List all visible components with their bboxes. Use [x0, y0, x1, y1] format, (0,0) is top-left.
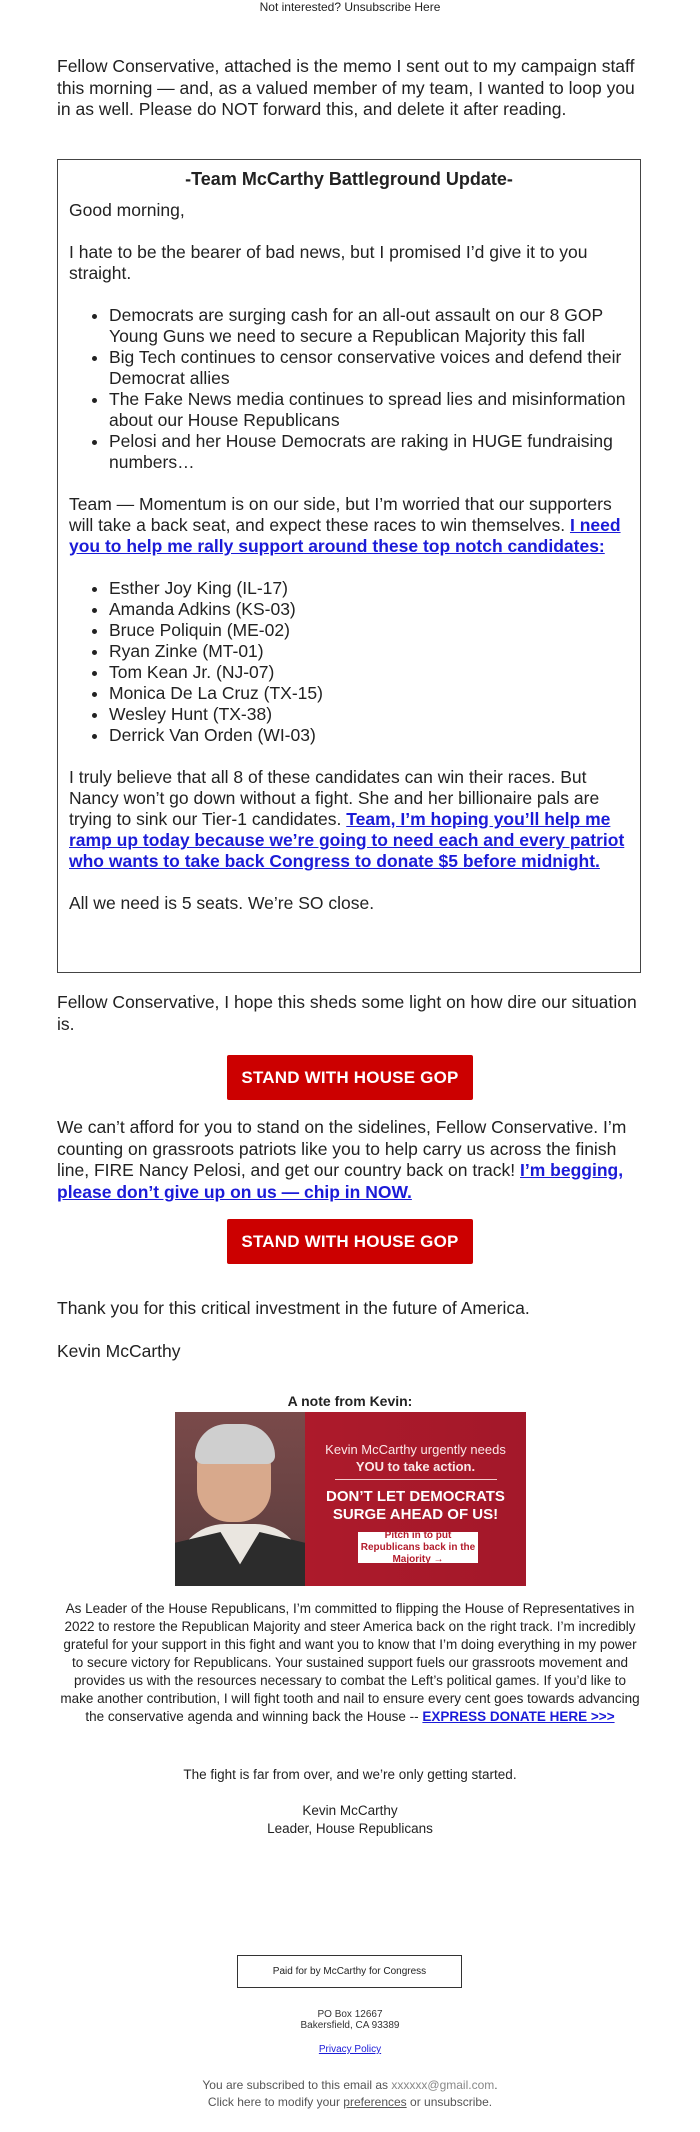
privacy-policy-container — [0, 2044, 700, 2055]
intro-text: Fellow Conservative, attached is the memo I sent out to my campaign staff this morning — and, as a valued member of my team, I wanted to loop you in as well. Please do NOT forward this, and delete it after reading. — [57, 56, 635, 119]
footer-sign-title: Leader, House Republicans — [267, 1821, 433, 1836]
modify-suffix: . — [488, 2095, 493, 2109]
candidate-item: • Amanda Adkins (KS-03) — [109, 599, 629, 620]
memo-paragraph-3 — [69, 767, 629, 872]
thanks-text: Thank you for this critical investment in the future of America. — [57, 1298, 530, 1318]
note-title: A note from Kevin: — [287, 1393, 413, 1409]
mccarthy-photo — [175, 1412, 305, 1586]
chip-in-now-link[interactable]: I’m begging, please don’t give up on us — chip in NOW. — [57, 1160, 624, 1202]
memo-title: -Team McCarthy Battleground Update- — [185, 169, 513, 189]
memo-bullet-list — [69, 305, 629, 473]
candidate-item: • Esther Joy King (IL-17) — [109, 578, 629, 599]
unsubscribe-link-top[interactable]: Not interested? Unsubscribe Here — [259, 0, 441, 14]
preferences-link[interactable]: preferences — [343, 2095, 407, 2109]
memo-paragraph-2 — [69, 494, 629, 557]
memo-paragraph-2-text: Team — Momentum is on our side, but I’m worried that our supporters will take a back seat, and expect these races to win themselves. — [69, 494, 612, 535]
banner-line-2: YOU to take action. — [355, 1459, 476, 1474]
privacy-policy-link[interactable]: Privacy Policy — [318, 2044, 382, 2055]
list-item: • The Fake News media continues to spread lies and misinformation about our House Republicans — [109, 389, 629, 431]
banner-subtitle — [305, 1441, 526, 1475]
footer-body-text: As Leader of the House Republicans, I’m committed to flipping the House of Representatives in 2022 to restore the Republican Majority and steer America back on the right track. I’m incredibly grateful for your support in this fight and want you to know that I’m doing everything in my power to secure victory for Republicans. Your sustained support fuels our grassroots movement and provides us with the resources necessary to combat the Left’s political games. If you’d like to make another contribution, I will fight tooth and nail to ensure every cent goes towards advancing the conservative agenda and winning back the House -- — [60, 1601, 640, 1724]
sidelines-text-body: We can’t afford for you to stand on the sidelines, Fellow Conservative. I’m counting on grassroots patriots like you to help carry us across the finish line, FIRE Nancy Pelosi, and get our country back on track! — [57, 1117, 627, 1180]
banner-pitch-in-button[interactable]: Pitch in to put Republicans back in the Majority → — [358, 1532, 478, 1563]
candidate-list — [69, 578, 629, 746]
memo-greeting: Good morning, — [69, 200, 185, 220]
subscriber-email: xxxxxx@gmail.com — [391, 2078, 495, 2092]
fight-text: The fight is far from over, and we’re only getting started. — [183, 1767, 517, 1782]
stand-with-house-gop-button-1[interactable]: STAND WITH HOUSE GOP — [227, 1055, 473, 1100]
candidate-item: • Bruce Poliquin (ME-02) — [109, 620, 629, 641]
subscribed-suffix: . — [494, 2078, 498, 2092]
footer-sign-name: Kevin McCarthy — [302, 1803, 398, 1818]
after-memo-text: Fellow Conservative, I hope this sheds some light on how dire our situation is. — [57, 992, 637, 1034]
subscription-info — [0, 2077, 700, 2094]
list-item: • Democrats are surging cash for an all-out assault on our 8 GOP Young Guns we need to secure a Republican Majority this fall — [109, 305, 629, 347]
footer-body — [60, 1600, 640, 1726]
memo-paragraph-3-text: I truly believe that all 8 of these candidates can win their races. But Nancy won’t go down without a fight. She and her billionaire pals are trying to sink our Tier-1 candidates. — [69, 767, 600, 829]
modify-mid: or — [410, 2095, 421, 2109]
donate-5-link[interactable]: Team, I’m hoping you’ll help me ramp up today because we’re going to need each and every patriot who wants to take back Congress to donate $5 before midnight. — [69, 809, 625, 871]
city-address: Bakersfield, CA 93389 — [300, 2020, 400, 2031]
candidate-item: • Monica De La Cruz (TX-15) — [109, 683, 629, 704]
list-item: • Pelosi and her House Democrats are raking in HUGE fundraising numbers… — [109, 431, 629, 473]
sidelines-text — [57, 1117, 647, 1203]
po-box: PO Box 12667 — [317, 2009, 383, 2020]
candidate-item: • Wesley Hunt (TX-38) — [109, 704, 629, 725]
unsubscribe-link-bottom[interactable]: unsubscribe — [424, 2095, 489, 2109]
signature: Kevin McCarthy — [57, 1341, 181, 1361]
donate-banner[interactable] — [175, 1412, 526, 1586]
candidate-item: • Tom Kean Jr. (NJ-07) — [109, 662, 629, 683]
rally-support-link[interactable]: I need you to help me rally support around these top notch candidates: — [69, 515, 621, 556]
express-donate-link[interactable]: EXPRESS DONATE HERE >>> — [422, 1709, 615, 1724]
candidate-item: • Ryan Zinke (MT-01) — [109, 641, 629, 662]
subscribed-prefix: You are subscribed to this email as — [202, 2078, 389, 2092]
paid-for-box: Paid for by McCarthy for Congress — [237, 1955, 462, 1988]
banner-divider — [335, 1479, 497, 1480]
modify-preferences — [0, 2094, 700, 2111]
banner-headline: DON’T LET DEMOCRATS SURGE AHEAD OF US! — [326, 1488, 505, 1523]
stand-with-house-gop-button-2[interactable]: STAND WITH HOUSE GOP — [227, 1219, 473, 1264]
memo-paragraph-4: All we need is 5 seats. We’re SO close. — [69, 893, 375, 913]
list-item: • Big Tech continues to censor conservative voices and defend their Democrat allies — [109, 347, 629, 389]
memo-paragraph-1: I hate to be the bearer of bad news, but I promised I’d give it to you straight. — [69, 242, 588, 283]
candidate-item: • Derrick Van Orden (WI-03) — [109, 725, 629, 746]
banner-line-1: Kevin McCarthy urgently needs — [325, 1442, 506, 1457]
modify-prefix: Click here to modify your — [207, 2095, 340, 2109]
memo-box — [57, 159, 641, 973]
